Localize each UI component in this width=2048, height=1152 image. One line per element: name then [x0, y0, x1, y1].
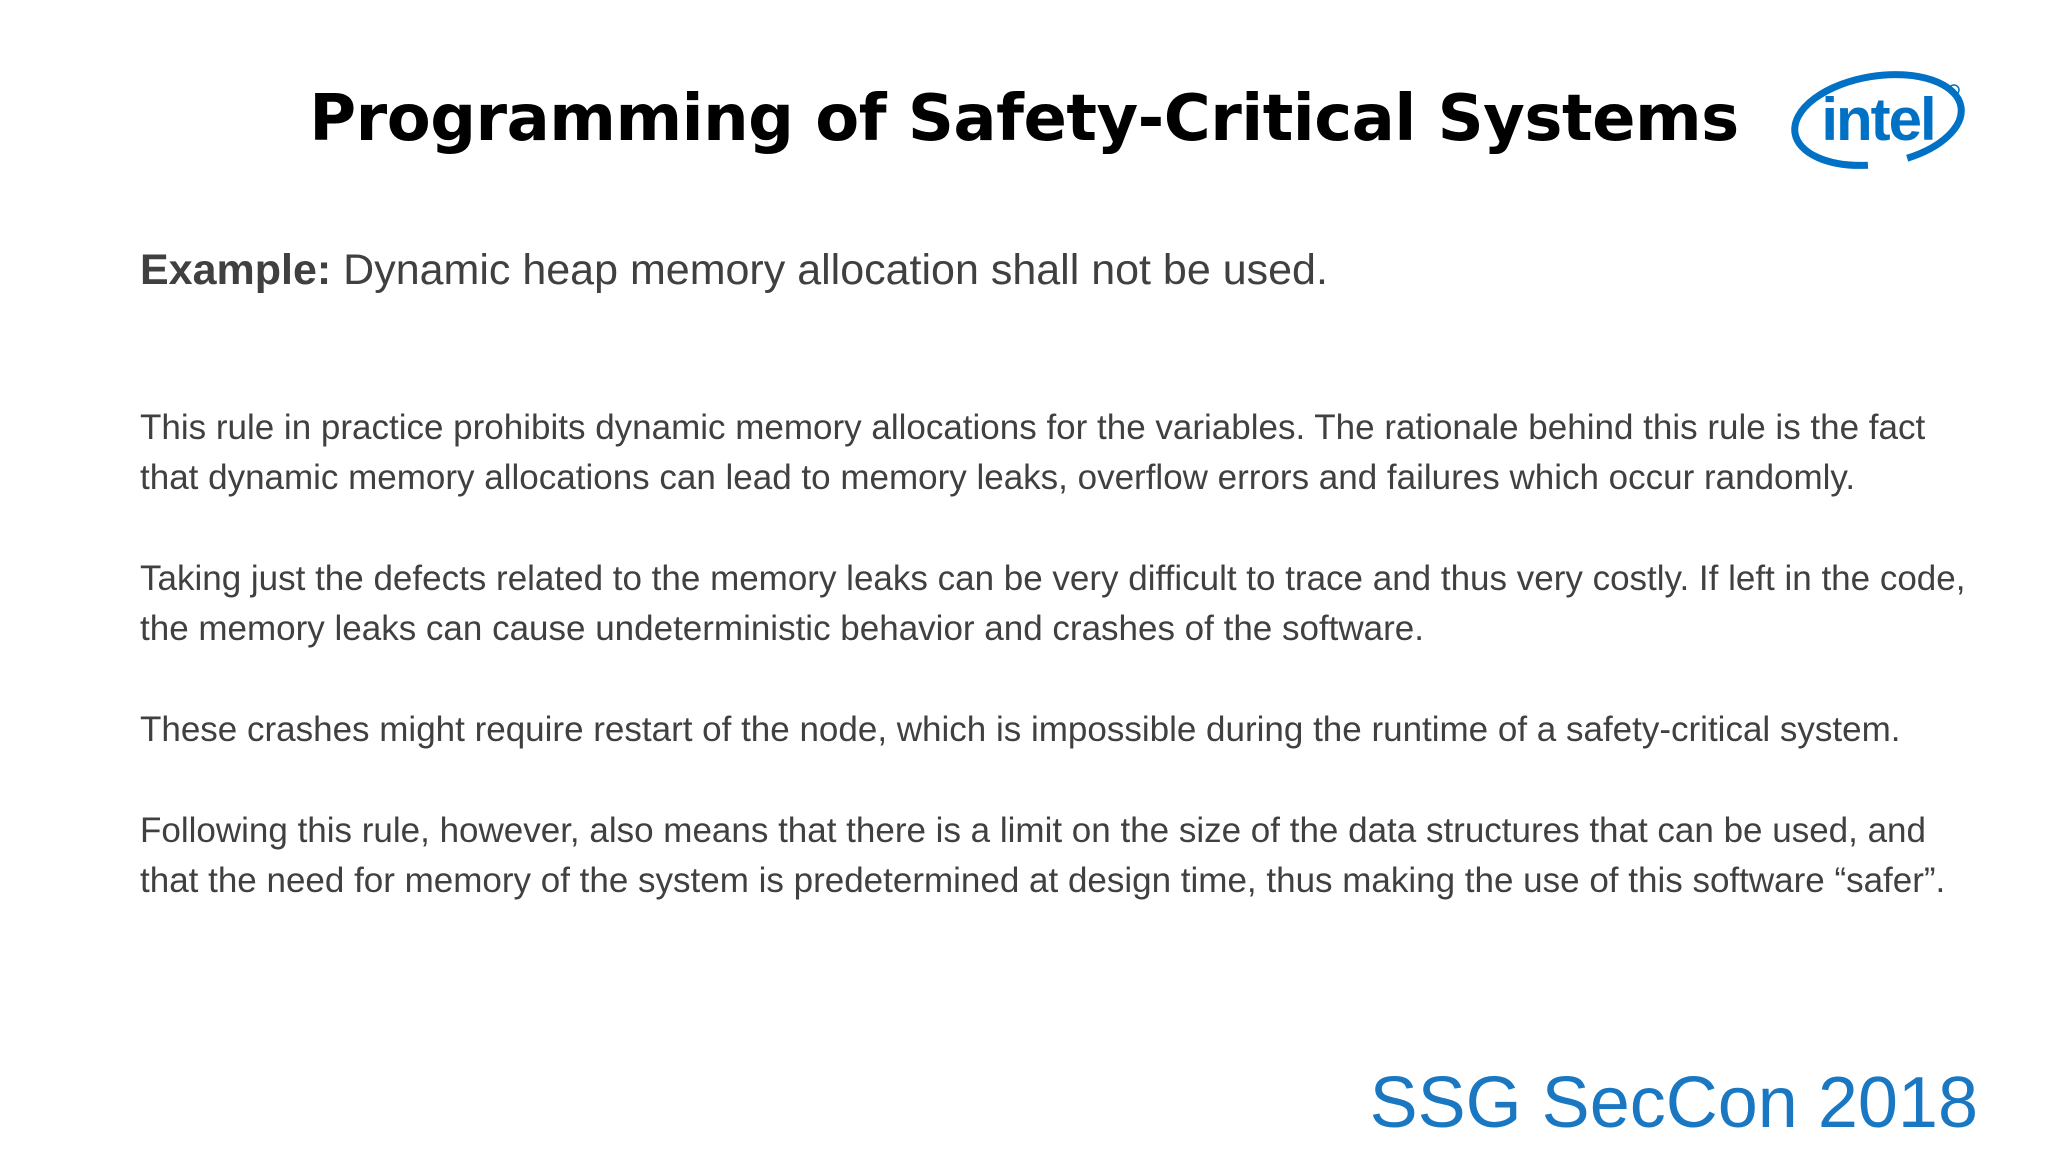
- paragraph-rationale: This rule in practice prohibits dynamic memory allocations for the variables. The rationale behind this rule is the fact that dynamic memory allocations can lead to memory leaks, overflow errors and failures which occur randomly.: [140, 408, 1926, 497]
- body-text: [140, 403, 1970, 957]
- intel-logo: [1790, 66, 1970, 178]
- slide-title: Programming of Safety-Critical Systems: [309, 82, 1739, 156]
- intel-logo-text: intel: [1821, 86, 1935, 153]
- paragraph-crashes: These crashes might require restart of the node, which is impossible during the runtime of a safety-critical system.: [140, 710, 1901, 749]
- footer-event-name: SSG SecCon 2018: [1369, 1063, 1978, 1143]
- paragraph-limits: Following this rule, however, also means that there is a limit on the size of the data structures that can be used, and that the need for memory of the system is predetermined at design time, thus making the use of this software “safer”.: [140, 811, 1946, 900]
- example-text: Dynamic heap memory allocation shall not be used.: [331, 246, 1328, 294]
- example-line: [140, 246, 1940, 295]
- paragraph-memory-leaks: Taking just the defects related to the memory leaks can be very difficult to trace and thus very costly. If left in the code, the memory leaks can cause undeterministic behavior and crashes of the software.: [140, 559, 1966, 648]
- example-label: Example:: [140, 246, 332, 294]
